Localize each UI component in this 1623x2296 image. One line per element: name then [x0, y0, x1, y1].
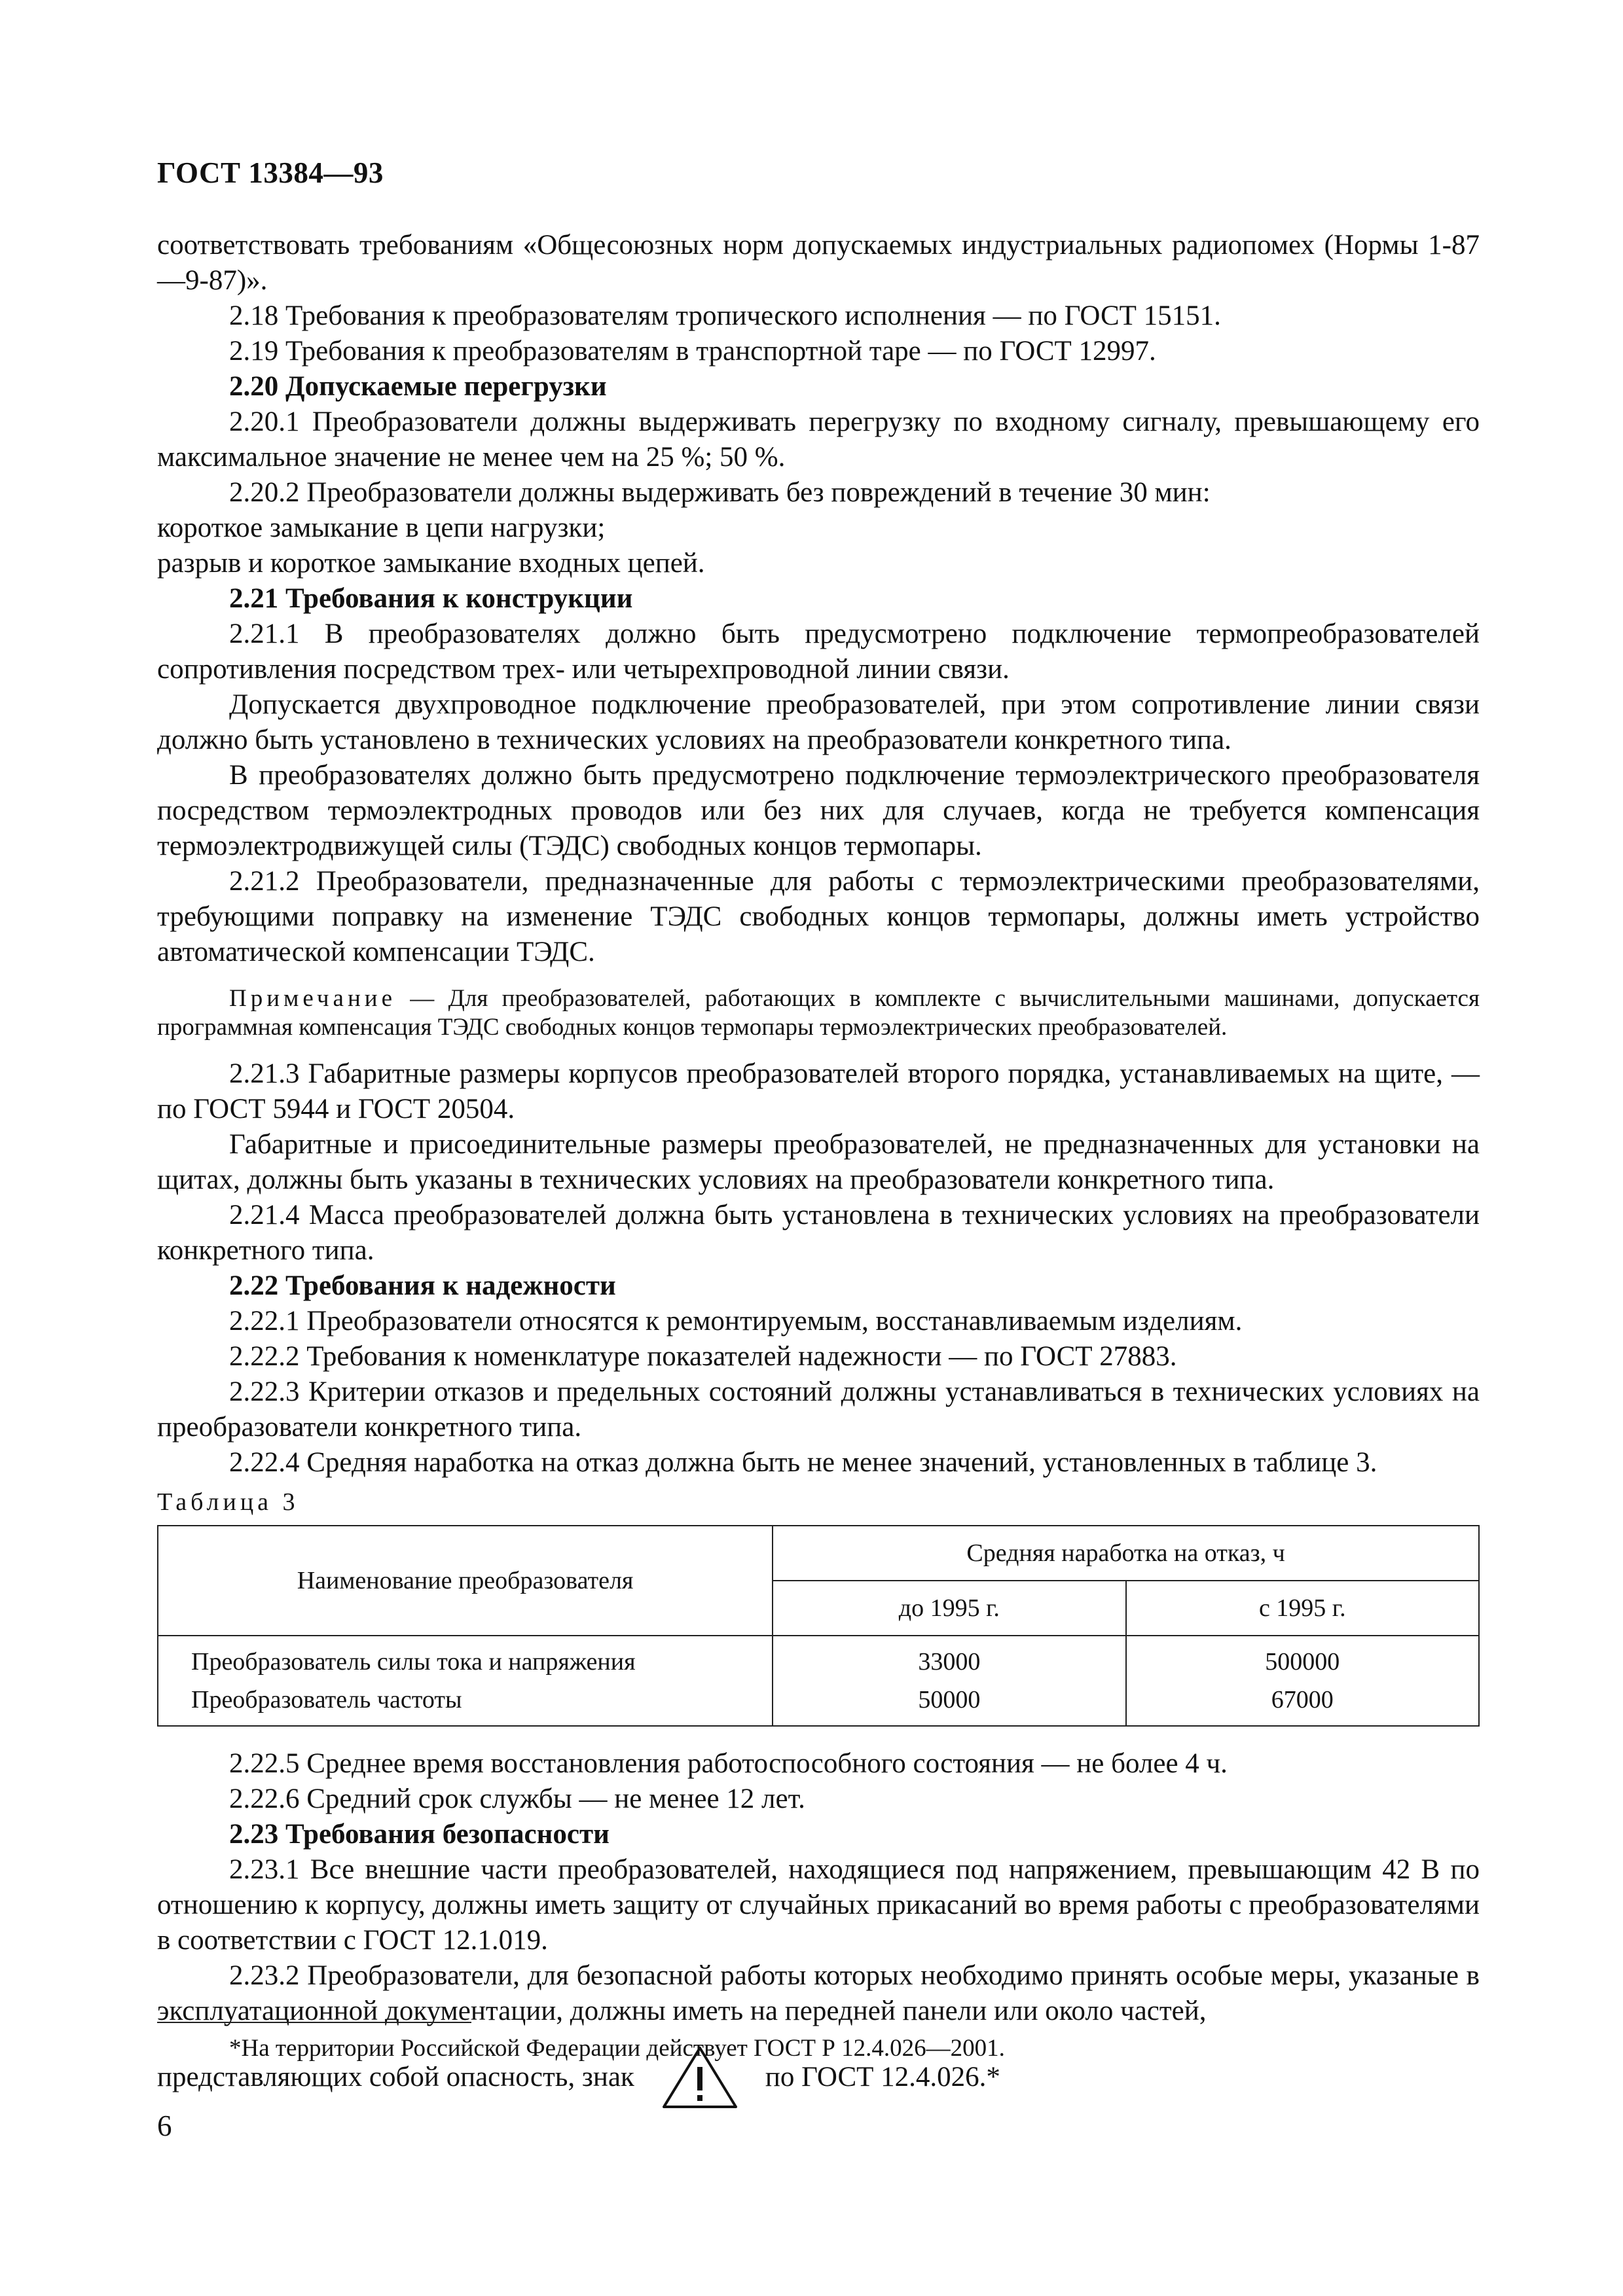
paragraph: 2.22.3 Критерии отказов и предельных состояний должны устанавливаться в технических условиях на преобразователи конкретного типа. [157, 1376, 1480, 1443]
body-text [157, 228, 1480, 2110]
document-header: ГОСТ 13384—93 [157, 156, 384, 189]
row-name: Преобразователь частоты [158, 1681, 773, 1726]
table-caption: Таблица 3 [157, 1488, 299, 1516]
row-name: Преобразователь силы тока и напряжения [158, 1636, 773, 1681]
table-row [158, 1636, 1479, 1681]
paragraph: 2.22.2 Требования к номенклатуре показателей надежности — по ГОСТ 27883. [229, 1341, 1177, 1372]
row-value-before: 33000 [773, 1636, 1125, 1681]
row-value-after: 67000 [1126, 1681, 1479, 1726]
section-heading: 2.23 Требования безопасности [229, 1819, 610, 1850]
paragraph: разрыв и короткое замыкание входных цепей. [157, 548, 705, 579]
column-header-before-1995: до 1995 г. [773, 1581, 1125, 1636]
paragraph: Габаритные и присоединительные размеры преобразователей, не предназначенных для установки на щитах, должны быть указаны в технических условиях на преобразователи конкретного типа. [157, 1129, 1480, 1195]
page-number: 6 [157, 2109, 172, 2142]
paragraph: 2.23.1 Все внешние части преобразователей, находящиеся под напряжением, превышающим 42 В по отношению к корпусу, должны иметь защиту от случайных прикасаний во время работы с преобразователями в соответствии с ГОСТ 12.1.019. [157, 1854, 1480, 1956]
note-text: — Для преобразователей, работающих в комплекте с вычислительными машинами, допускается программная компенсация ТЭДС свободных концов термопары термоэлектрических преобразователей. [157, 985, 1480, 1041]
paragraph: 2.22.1 Преобразователи относятся к ремонтируемым, восстанавливаемым изделиям. [229, 1306, 1243, 1336]
paragraph: соответствовать требованиям «Общесоюзных норм допускаемых индустриальных радиопомех (Нормы 1-87—9-87)». [157, 230, 1480, 296]
table-row [158, 1681, 1479, 1726]
paragraph: 2.22.6 Средний срок службы — не менее 12 лет. [229, 1784, 805, 1814]
paragraph-end: представляющих собой опасность, знак [157, 2062, 634, 2092]
paragraph: 2.20.2 Преобразователи должны выдерживать без повреждений в течение 30 мин: [229, 477, 1211, 508]
paragraph: 2.21.2 Преобразователи, предназначенные для работы с термоэлектрическими преобразователями, требующими поправку на изменение ТЭДС свободных концов термопары, должны иметь устройство автоматической компенсации ТЭДС. [157, 866, 1480, 967]
paragraph: Допускается двухпроводное подключение преобразователей, при этом сопротивление линии связи должно быть установлено в технических условиях на преобразователи конкретного типа. [157, 689, 1480, 755]
paragraph: 2.21.4 Масса преобразователей должна быть установлена в технических условиях на преобразователи конкретного типа. [157, 1200, 1480, 1266]
paragraph: 2.22.5 Среднее время восстановления работоспособного состояния — не более 4 ч. [229, 1748, 1228, 1779]
paragraph: 2.21.1 В преобразователях должно быть предусмотрено подключение термопреобразователей сопротивления посредством трех- или четырехпроводной линии связи. [157, 619, 1480, 685]
paragraph: В преобразователях должно быть предусмотрено подключение термоэлектрического преобразователя посредством термоэлектродных проводов или без них для случаев, когда не требуется компенсация термоэлектродвижущей силы (ТЭДС) свободных концов термопары. [157, 760, 1480, 861]
paragraph: 2.20.1 Преобразователи должны выдерживать перегрузку по входному сигналу, превышающему его максимальное значение не менее чем на 25 %; 50 %. [157, 406, 1480, 473]
row-value-before: 50000 [773, 1681, 1125, 1726]
footnote: *На территории Российской Федерации действует ГОСТ Р 12.4.026—2001. [229, 2035, 1005, 2062]
paragraph-end: по ГОСТ 12.4.026.* [765, 2062, 1000, 2092]
column-header-after-1995: с 1995 г. [1126, 1581, 1479, 1636]
column-group-header: Средняя наработка на отказ, ч [773, 1526, 1479, 1581]
paragraph: 2.21.3 Габаритные размеры корпусов преобразователей второго порядка, устанавливаемых на щите, — по ГОСТ 5944 и ГОСТ 20504. [157, 1058, 1480, 1124]
paragraph: 2.19 Требования к преобразователям в транспортной таре — по ГОСТ 12997. [229, 336, 1156, 367]
table-3 [157, 1525, 1480, 1727]
note [157, 984, 1480, 1042]
column-header-name: Наименование преобразователя [158, 1526, 773, 1636]
footnote-divider [157, 2022, 471, 2023]
paragraph: короткое замыкание в цепи нагрузки; [157, 512, 606, 543]
section-heading: 2.21 Требования к конструкции [229, 583, 633, 614]
paragraph: 2.22.4 Средняя наработка на отказ должна быть не менее значений, установленных в таблице 3. [229, 1447, 1377, 1478]
section-heading: 2.22 Требования к надежности [229, 1270, 616, 1301]
paragraph: 2.23.2 Преобразователи, для безопасной работы которых необходимо принять особые меры, указаные в эксплуатационной документации, должны иметь на передней панели или около частей, [157, 1960, 1480, 2026]
note-label: Примечание [229, 985, 396, 1012]
row-value-after: 500000 [1126, 1636, 1479, 1681]
section-heading: 2.20 Допускаемые перегрузки [229, 371, 607, 402]
paragraph: 2.18 Требования к преобразователям тропического исполнения — по ГОСТ 15151. [229, 300, 1221, 331]
